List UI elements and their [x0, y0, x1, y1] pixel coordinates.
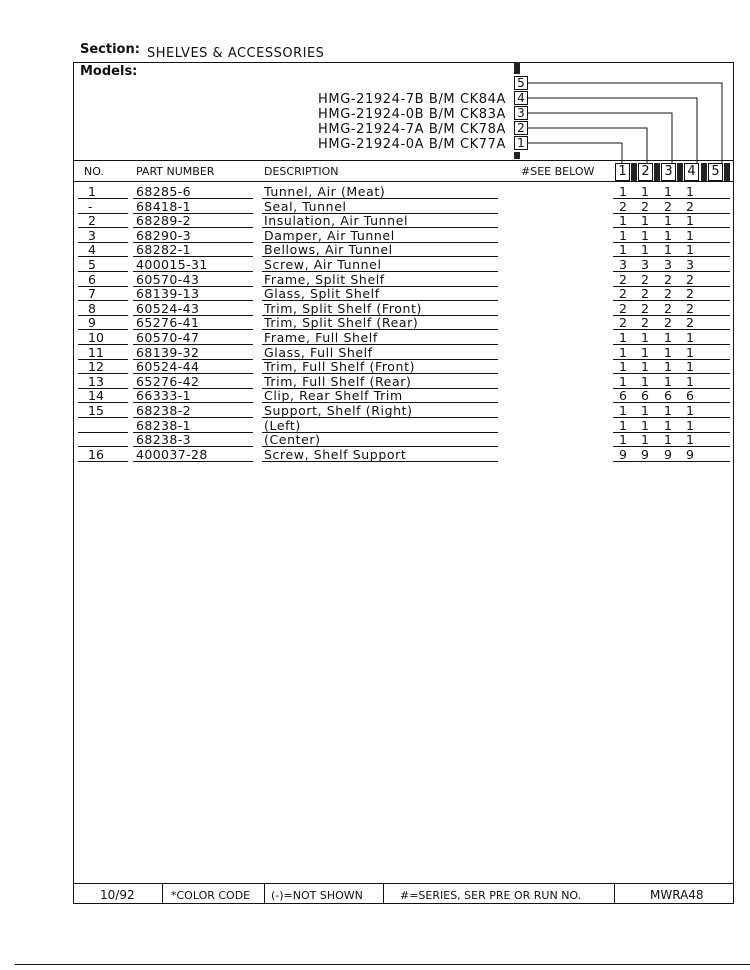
- table-row: [78, 286, 728, 301]
- column-separator: [677, 163, 683, 181]
- column-number-box: 4: [684, 163, 699, 181]
- table-row: [78, 447, 728, 462]
- item-number: 12: [88, 359, 104, 375]
- part-description: Glass, Split Shelf: [264, 286, 380, 302]
- part-number: 68285-6: [136, 184, 192, 199]
- part-description: Screw, Air Tunnel: [264, 257, 382, 272]
- quantity-cell: 6: [686, 388, 694, 404]
- part-description: Trim, Split Shelf (Rear): [264, 315, 419, 331]
- quantity-cell: 1: [641, 359, 649, 375]
- model-column-box: 1: [514, 136, 528, 150]
- quantity-cell: 1: [641, 213, 649, 229]
- quantity-cell: 1: [619, 359, 627, 375]
- table-row: [78, 432, 728, 447]
- quantity-cell: 9: [641, 446, 649, 462]
- table-row: [78, 359, 728, 374]
- part-number: 65276-41: [136, 315, 200, 331]
- quantity-cell: 1: [686, 359, 694, 375]
- footer-document-code: MWRA48: [650, 888, 704, 902]
- footer-divider: [383, 883, 384, 904]
- quantity-cell: 1: [641, 417, 649, 433]
- col-header-description: DESCRIPTION: [264, 165, 339, 178]
- column-separator: [701, 163, 707, 181]
- quantity-cell: 1: [641, 184, 649, 199]
- quantity-cell: 6: [619, 388, 627, 404]
- col-header-see-below: #SEE BELOW: [521, 165, 595, 178]
- table-row: [78, 213, 728, 228]
- part-number: 68139-32: [136, 344, 200, 360]
- part-number: 400037-28: [136, 446, 208, 462]
- model-row: HMG-21924-0B B/M CK83A: [318, 107, 507, 122]
- part-number: 68282-1: [136, 242, 192, 258]
- item-number: 8: [88, 300, 96, 316]
- quantity-cell: 1: [641, 373, 649, 389]
- quantity-cell: 1: [641, 242, 649, 258]
- footer-divider: [162, 883, 163, 904]
- part-number: 60570-47: [136, 330, 200, 345]
- item-number: -: [88, 198, 93, 214]
- item-number: 15: [88, 403, 104, 418]
- row-underline: [133, 461, 253, 462]
- part-description: Damper, Air Tunnel: [264, 227, 395, 243]
- column-number-box: 5: [708, 163, 723, 181]
- quantity-cell: 1: [664, 213, 672, 229]
- quantity-cell: 1: [619, 227, 627, 243]
- model-row: HMG-21924-7B B/M CK84A: [318, 92, 507, 107]
- quantity-cell: 1: [686, 344, 694, 360]
- table-row: [78, 374, 728, 389]
- quantity-cell: 1: [686, 227, 694, 243]
- quantity-cell: 1: [619, 373, 627, 389]
- part-description: Clip, Rear Shelf Trim: [264, 388, 403, 404]
- footer-not-shown: (-)=NOT SHOWN: [271, 889, 363, 902]
- item-number: 4: [88, 242, 96, 258]
- quantity-cell: 2: [686, 315, 694, 331]
- part-number: 65276-42: [136, 373, 200, 389]
- part-description: (Left): [264, 417, 301, 433]
- footer-color-code: *COLOR CODE: [171, 889, 251, 902]
- row-underline: [262, 461, 498, 462]
- part-number: 68290-3: [136, 227, 192, 243]
- part-number: 68139-13: [136, 286, 200, 302]
- quantity-cell: 2: [641, 315, 649, 331]
- part-description: Trim, Full Shelf (Front): [264, 359, 416, 375]
- quantity-cell: 1: [664, 417, 672, 433]
- model-column-box: 3: [514, 106, 528, 120]
- model-row: HMG-21924-0A B/M CK77A: [318, 137, 506, 152]
- quantity-cell: 1: [664, 432, 672, 448]
- quantity-cell: 1: [619, 417, 627, 433]
- part-description: Screw, Shelf Support: [264, 446, 407, 462]
- footer-date: 10/92: [100, 888, 135, 902]
- quantity-cell: 2: [686, 198, 694, 214]
- quantity-cell: 1: [619, 432, 627, 448]
- footer-rule: [73, 883, 734, 884]
- quantity-cell: 2: [664, 315, 672, 331]
- quantity-cell: 1: [641, 344, 649, 360]
- item-number: 3: [88, 227, 96, 243]
- item-number: 5: [88, 257, 96, 272]
- part-number: 68238-3: [136, 432, 192, 448]
- quantity-cell: 2: [641, 198, 649, 214]
- quantity-cell: 1: [664, 344, 672, 360]
- models-label: Models:: [80, 64, 138, 79]
- table-row: [78, 418, 728, 433]
- quantity-cell: 2: [664, 271, 672, 287]
- item-number: 14: [88, 388, 104, 404]
- quantity-cell: 1: [686, 373, 694, 389]
- quantity-cell: 1: [664, 359, 672, 375]
- quantity-cell: 1: [641, 432, 649, 448]
- table-row: [78, 242, 728, 257]
- table-row: [78, 301, 728, 316]
- quantity-cell: 1: [664, 330, 672, 345]
- quantity-cell: 3: [686, 257, 694, 272]
- item-number: 11: [88, 344, 104, 360]
- part-description: Glass, Full Shelf: [264, 344, 373, 360]
- quantity-cell: 1: [619, 344, 627, 360]
- quantity-cell: 3: [641, 257, 649, 272]
- quantity-cell: 2: [619, 198, 627, 214]
- quantity-cell: 2: [664, 286, 672, 302]
- quantity-cell: 1: [619, 330, 627, 345]
- column-separator: [724, 163, 730, 181]
- table-row: [78, 184, 728, 199]
- quantity-cell: 2: [619, 286, 627, 302]
- table-row: [78, 315, 728, 330]
- quantity-cell: 2: [686, 271, 694, 287]
- item-number: 7: [88, 286, 96, 302]
- part-description: Frame, Split Shelf: [264, 271, 385, 287]
- part-number: 68418-1: [136, 198, 192, 214]
- page-bottom-rule: [15, 964, 750, 965]
- part-description: Tunnel, Air (Meat): [264, 184, 386, 199]
- column-separator: [631, 163, 637, 181]
- part-number: 68289-2: [136, 213, 192, 229]
- quantity-cell: 1: [641, 330, 649, 345]
- quantity-cell: 1: [664, 373, 672, 389]
- table-row: [78, 345, 728, 360]
- model-column-box: 2: [514, 121, 528, 135]
- part-number: 68238-2: [136, 403, 192, 418]
- table-row: [78, 403, 728, 418]
- part-description: Insulation, Air Tunnel: [264, 213, 409, 229]
- quantity-cell: 2: [619, 271, 627, 287]
- part-description: Support, Shelf (Right): [264, 403, 413, 418]
- part-number: 60570-43: [136, 271, 200, 287]
- quantity-cell: 2: [686, 286, 694, 302]
- item-number: 6: [88, 271, 96, 287]
- quantity-cell: 2: [641, 271, 649, 287]
- footer-divider: [264, 883, 265, 904]
- model-column-box: 5: [514, 76, 528, 90]
- quantity-cell: 1: [686, 432, 694, 448]
- footer-series-note: #=SERIES, SER PRE OR RUN NO.: [400, 889, 582, 902]
- quantity-cell: 1: [619, 213, 627, 229]
- header-top-rule: [73, 160, 734, 161]
- model-row: HMG-21924-7A B/M CK78A: [318, 122, 506, 137]
- item-number: 13: [88, 373, 104, 389]
- quantity-cell: 1: [686, 403, 694, 418]
- part-description: Seal, Tunnel: [264, 198, 347, 214]
- column-number-box: 1: [615, 163, 630, 181]
- part-description: (Center): [264, 432, 321, 448]
- column-separator: [654, 163, 660, 181]
- quantity-cell: 1: [641, 227, 649, 243]
- quantity-cell: 1: [664, 242, 672, 258]
- quantity-cell: 1: [686, 242, 694, 258]
- quantity-cell: 2: [619, 300, 627, 316]
- part-number: 60524-43: [136, 300, 200, 316]
- row-underline: [613, 461, 730, 462]
- quantity-cell: 9: [664, 446, 672, 462]
- table-row: [78, 330, 728, 345]
- quantity-cell: 1: [641, 403, 649, 418]
- part-description: Trim, Full Shelf (Rear): [264, 373, 412, 389]
- part-description: Trim, Split Shelf (Front): [264, 300, 422, 316]
- column-number-box: 2: [638, 163, 653, 181]
- table-row: [78, 388, 728, 403]
- quantity-cell: 9: [686, 446, 694, 462]
- quantity-cell: 3: [619, 257, 627, 272]
- quantity-cell: 1: [686, 213, 694, 229]
- footer-divider: [614, 883, 615, 904]
- table-row: [78, 257, 728, 272]
- item-number: 2: [88, 213, 96, 229]
- table-row: [78, 272, 728, 287]
- quantity-cell: 2: [641, 300, 649, 316]
- item-number: 16: [88, 446, 104, 462]
- quantity-cell: 2: [619, 315, 627, 331]
- item-number: 10: [88, 330, 104, 345]
- section-label: Section:: [80, 42, 140, 57]
- quantity-cell: 9: [619, 446, 627, 462]
- table-row: [78, 199, 728, 214]
- quantity-cell: 1: [619, 403, 627, 418]
- quantity-cell: 6: [664, 388, 672, 404]
- quantity-cell: 1: [664, 184, 672, 199]
- quantity-cell: 1: [686, 417, 694, 433]
- row-underline: [78, 461, 128, 462]
- quantity-cell: 1: [619, 184, 627, 199]
- col-header-part-number: PART NUMBER: [136, 165, 215, 178]
- column-number-box: 3: [661, 163, 676, 181]
- model-column-box: 4: [514, 91, 528, 105]
- part-number: 68238-1: [136, 417, 192, 433]
- quantity-cell: 6: [641, 388, 649, 404]
- section-title: SHELVES & ACCESSORIES: [147, 46, 325, 61]
- quantity-cell: 1: [619, 242, 627, 258]
- quantity-cell: 3: [664, 257, 672, 272]
- quantity-cell: 1: [686, 330, 694, 345]
- item-number: 1: [88, 184, 96, 199]
- quantity-cell: 2: [641, 286, 649, 302]
- quantity-cell: 2: [686, 300, 694, 316]
- item-number: 9: [88, 315, 96, 331]
- quantity-cell: 2: [664, 300, 672, 316]
- col-header-no: NO.: [84, 165, 104, 178]
- part-description: Bellows, Air Tunnel: [264, 242, 393, 258]
- part-number: 60524-44: [136, 359, 200, 375]
- table-row: [78, 228, 728, 243]
- quantity-cell: 1: [664, 403, 672, 418]
- quantity-cell: 2: [664, 198, 672, 214]
- quantity-cell: 1: [686, 184, 694, 199]
- header-bottom-rule: [73, 181, 734, 182]
- part-number: 66333-1: [136, 388, 192, 404]
- part-number: 400015-31: [136, 257, 208, 272]
- quantity-cell: 1: [664, 227, 672, 243]
- part-description: Frame, Full Shelf: [264, 330, 378, 345]
